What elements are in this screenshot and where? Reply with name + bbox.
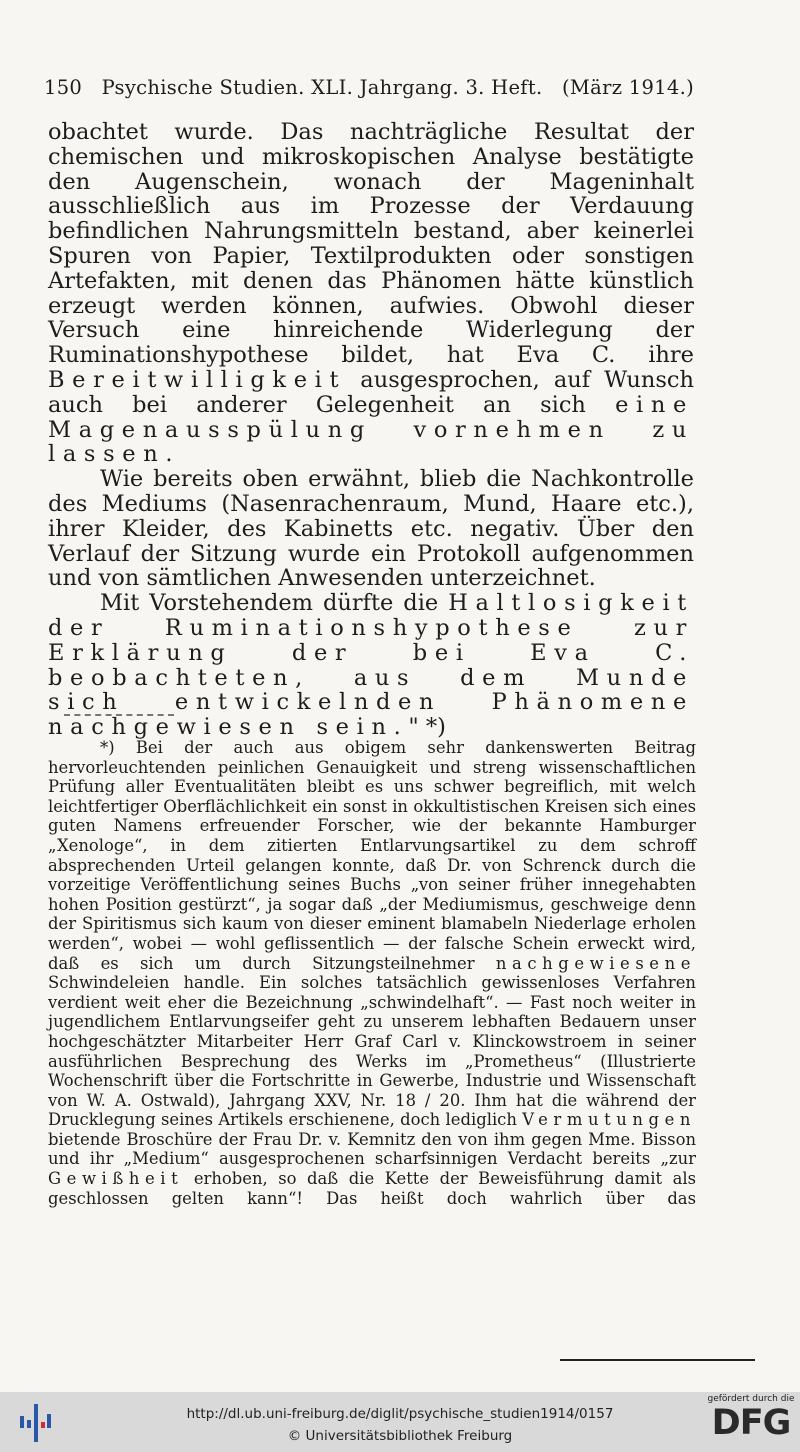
- footnote-text: [48, 738, 696, 1208]
- text-run: Wie bereits oben erwähnt, blieb die Nachkontrolle des Mediums (Nasenrachenraum, Mund, Haare etc.), ihrer Kleider, des Kabinetts etc. negativ. Über den Verlauf der Sitzung wurde ein Protokoll aufgenommen und von sämtlichen Anwesenden unterzeichnet.: [48, 466, 694, 592]
- footnote-separator: [64, 714, 174, 719]
- footnote: [48, 738, 696, 1208]
- dfg-caption: gefördert durch die: [707, 1394, 795, 1404]
- running-title: Psychische Studien. XLI. Jahrgang. 3. Heft.: [101, 76, 543, 99]
- text-run: erhoben, so daß die Kette der Beweisführung damit als geschlossen gelten kann“! Das heißt doch wahrlich über das: [48, 1169, 696, 1208]
- text-run: " *): [408, 714, 446, 741]
- paragraph-1: [48, 120, 694, 467]
- running-header: [44, 76, 694, 106]
- dfg-logo: [706, 1394, 796, 1450]
- viewer-footer-bar: [0, 1392, 800, 1452]
- spaced-emphasis: Bereitwilligkeit: [48, 366, 347, 393]
- page-number: 150: [44, 76, 83, 99]
- text-run: obachtet wurde. Das nachträgliche Resultat der chemischen und mikroskopischen Analyse bestätigte den Augenschein, wonach der Mageninhalt ausschließlich aus im Prozesse der Verdauung befindlichen Nahrungsmitteln bestand, aber keinerlei Spuren von Papier, Textilprodukten oder sonstigen Artefakten, mit denen das Phänomen hätte künstlich erzeugt werden können, aufwies. Obwohl dieser Versuch eine hinreichende Widerlegung der Ruminationshypothese bildet, hat Eva C. ihre: [48, 119, 694, 369]
- spaced-emphasis: Vermutungen: [522, 1110, 696, 1130]
- text-run: Mit Vorstehendem dürfte die: [100, 590, 449, 617]
- spaced-emphasis: Haltlosigkeit der Ruminationshypothese zur Erklärung der bei Eva C. beobachteten, aus dem Munde sich entwickelnden Phänomene nachgewiesen sein.: [48, 590, 694, 741]
- spaced-emphasis: Gewißheit: [48, 1169, 184, 1189]
- spaced-emphasis: eine Magenausspülung vornehmen zu lassen.: [48, 391, 694, 468]
- source-url[interactable]: http://dl.ub.uni-freiburg.de/diglit/psychische_studien1914/0157: [186, 1406, 614, 1422]
- copyright: © Universitätsbibliothek Freiburg: [287, 1428, 513, 1444]
- dfg-wordmark: DFG: [711, 1403, 791, 1443]
- text-run: ausgesprochen, auf Wunsch auch bei anderer Gelegenheit an sich: [48, 366, 694, 418]
- text-run: Schwindeleien handle. Ein solches tatsächlich gewissenloses Verfahren verdient weit eher die Bezeichnung „schwindelhaft“. — Fast noch weiter in jugendlichem Entlarvungseifer geht zu unserem lebhaften Bedauern unser hochgeschätzter Mitarbeiter Herr Graf Carl v. Klinckowstroem in seiner ausführlichen Besprechung des Werks im „Prometheus“ (Illustrierte Wochenschrift über die Fortschritte in Gewerbe, Industrie und Wissenschaft von W. A. Ostwald), Jahrgang XXV, Nr. 18 / 20. Ihm hat die während der Drucklegung seines Artikels erschienene, doch lediglich: [48, 973, 696, 1130]
- main-text: [48, 120, 694, 740]
- bottom-rule: [560, 1359, 755, 1361]
- paragraph-2: [48, 467, 694, 591]
- spaced-emphasis: nachgewiesene: [495, 953, 696, 973]
- text-run: bietende Broschüre der Frau Dr. v. Kemnitz den von ihm gegen Mme. Bisson und ihr „Medium“ ausgesprochenen scharfsinnigen Verdacht bereits „zur: [48, 1129, 696, 1169]
- issue-date: (März 1914.): [561, 76, 694, 99]
- text-run: *) Bei der auch aus obigem sehr dankenswerten Beitrag hervorleuchtenden peinlichen Genauigkeit und streng wissenschaftlichen Prüfung aller Eventualitäten bleibt es uns schwer begreiflich, mit welch leichtfertiger Oberflächlichkeit ein sonst in okkultistischen Kreisen sich eines guten Namens erfreuender Forscher, wie der bekannte Hamburger „Xenologe“, in dem zitierten Entlarvungsartikel zu dem schroff absprechenden Urteil gelangen konnte, daß Dr. von Schrenck durch die vorzeitige Veröffentlichung seines Buchs „von seiner früher innegehabten hohen Position gestürzt“, ja sogar daß „der Mediumismus, geschweige denn der Spiritismus sich kaum von dieser eminent blamabeln Niederlage erholen werden“, wobei — wohl geflissentlich — der falsche Schein erweckt wird, daß es sich um durch Sitzungsteilnehmer: [48, 738, 696, 973]
